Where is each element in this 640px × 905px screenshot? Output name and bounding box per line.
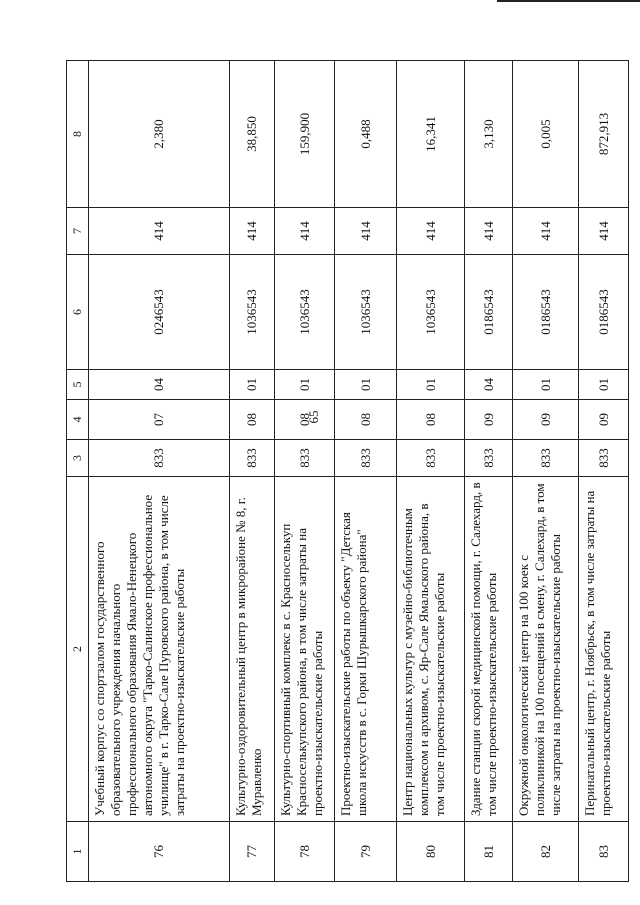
amount: 16,341 <box>397 61 465 208</box>
row-number: 77 <box>230 822 275 882</box>
header-row <box>67 61 89 882</box>
code-subsection: 04 <box>465 370 513 400</box>
code-ministry: 833 <box>397 440 465 477</box>
amount: 0,005 <box>513 61 579 208</box>
rotated-table-wrapper <box>66 61 628 882</box>
object-name: Здание станции скорой медицинской помощи, г. Салехард, в том числе проектно-изыскательские работы <box>465 477 513 822</box>
code-target: 0186543 <box>465 255 513 370</box>
object-name: Проектно-изыскательские работы по объекту "Детская школа искусств в с. Горки Шурышкарского района" <box>335 477 397 822</box>
code-ministry: 833 <box>579 440 629 477</box>
amount: 2,380 <box>89 61 230 208</box>
code-section: 09 <box>579 400 629 440</box>
amount: 3,130 <box>465 61 513 208</box>
code-subsection: 01 <box>513 370 579 400</box>
row-number: 79 <box>335 822 397 882</box>
code-subsection: 04 <box>89 370 230 400</box>
col-header: 5 <box>67 370 89 400</box>
code-subsection: 01 <box>275 370 335 400</box>
amount: 872,913 <box>579 61 629 208</box>
col-header: 4 <box>67 400 89 440</box>
row-number: 76 <box>89 822 230 882</box>
col-header: 2 <box>67 477 89 822</box>
code-section: 08 <box>275 400 335 440</box>
code-section: 08 <box>335 400 397 440</box>
col-header: 1 <box>67 822 89 882</box>
object-name: Культурно-оздоровительный центр в микрорайоне № 8, г. Муравленко <box>230 477 275 822</box>
code-section: 07 <box>89 400 230 440</box>
code-ministry: 833 <box>513 440 579 477</box>
code-target: 0246543 <box>89 255 230 370</box>
table-row <box>513 61 579 882</box>
code-subsection: 01 <box>335 370 397 400</box>
code-expense: 414 <box>397 208 465 255</box>
col-header: 3 <box>67 440 89 477</box>
row-number: 82 <box>513 822 579 882</box>
code-target: 1036543 <box>275 255 335 370</box>
code-target: 0186543 <box>513 255 579 370</box>
code-target: 1036543 <box>230 255 275 370</box>
code-expense: 414 <box>335 208 397 255</box>
row-number: 83 <box>579 822 629 882</box>
object-name: Окружной онкологический центр на 100 коек с поликлиникой на 100 посещений в смену, г. Салехард, в том числе затраты на проектно-изыскательские работы <box>513 477 579 822</box>
code-subsection: 01 <box>579 370 629 400</box>
code-expense: 414 <box>89 208 230 255</box>
code-expense: 414 <box>579 208 629 255</box>
table-row <box>335 61 397 882</box>
object-name: Учебный корпус со спортзалом государственного образовательного учреждения начального профессионального образования Ямало-Ненецкого автономного округа "Тарко-Салинское профессиональное училище" в г. Тарко-Сале Пуровского района, в том числе затраты на проектно-изыскательские работы <box>89 477 230 822</box>
table-row <box>275 61 335 882</box>
code-subsection: 01 <box>230 370 275 400</box>
code-expense: 414 <box>465 208 513 255</box>
table-row <box>397 61 465 882</box>
table-row <box>89 61 230 882</box>
object-name: Центр национальных культур с музейно-библиотечным комплексом и архивом, с. Яр-Сале Ямальского района, в том числе проектно-изыскательские работы <box>397 477 465 822</box>
top-rule <box>497 0 640 2</box>
code-target: 1036543 <box>397 255 465 370</box>
row-number: 81 <box>465 822 513 882</box>
code-ministry: 833 <box>230 440 275 477</box>
code-section: 08 <box>230 400 275 440</box>
object-name: Культурно-спортивный комплекс в с. Красноселькуп Красноселькупского района, в том числе затраты на проектно-изыскательские работы <box>275 477 335 822</box>
col-header: 8 <box>67 61 89 208</box>
object-name: Перинатальный центр, г. Ноябрьск, в том числе затраты на проектно-изыскательские работы <box>579 477 629 822</box>
amount: 38,850 <box>230 61 275 208</box>
table-row <box>230 61 275 882</box>
table-row <box>579 61 629 882</box>
col-header: 6 <box>67 255 89 370</box>
code-expense: 414 <box>513 208 579 255</box>
code-target: 0186543 <box>579 255 629 370</box>
code-ministry: 833 <box>335 440 397 477</box>
code-expense: 414 <box>275 208 335 255</box>
page-number: 65 <box>306 410 321 424</box>
code-section: 09 <box>513 400 579 440</box>
code-ministry: 833 <box>275 440 335 477</box>
code-expense: 414 <box>230 208 275 255</box>
code-target: 1036543 <box>335 255 397 370</box>
code-ministry: 833 <box>89 440 230 477</box>
code-ministry: 833 <box>465 440 513 477</box>
amount: 0,488 <box>335 61 397 208</box>
amount: 159,900 <box>275 61 335 208</box>
row-number: 78 <box>275 822 335 882</box>
row-number: 80 <box>397 822 465 882</box>
code-subsection: 01 <box>397 370 465 400</box>
code-section: 09 <box>465 400 513 440</box>
code-section: 08 <box>397 400 465 440</box>
budget-table <box>66 60 629 882</box>
col-header: 7 <box>67 208 89 255</box>
table-row <box>465 61 513 882</box>
